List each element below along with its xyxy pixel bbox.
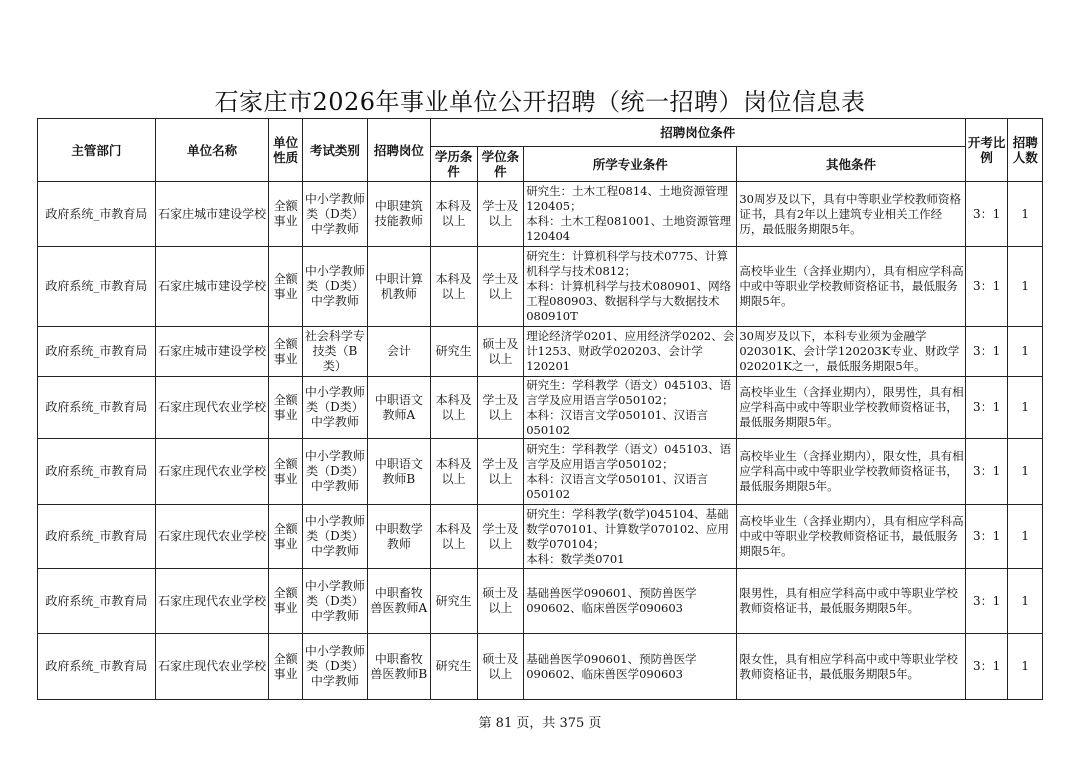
cell-count: 1 bbox=[1008, 634, 1043, 700]
cell-post: 中职语文教师B bbox=[367, 439, 430, 505]
cell-unit: 石家庄现代农业学校 bbox=[155, 377, 269, 439]
cell-count: 1 bbox=[1008, 182, 1043, 247]
cell-count: 1 bbox=[1008, 377, 1043, 439]
cell-major: 基础兽医学090601、预防兽医学090602、临床兽医学090603 bbox=[524, 569, 737, 634]
cell-post: 中职畜牧兽医教师B bbox=[367, 634, 430, 700]
cell-edu: 本科及以上 bbox=[430, 247, 477, 327]
cell-count: 1 bbox=[1008, 327, 1043, 377]
cell-major: 研究生：学科教学(数学)045104、基础数学070101、计算数学070102、应用数学070104； 本科：数学类0701 bbox=[524, 505, 737, 569]
cell-unit: 石家庄城市建设学校 bbox=[155, 247, 269, 327]
header-dept: 主管部门 bbox=[38, 119, 156, 182]
cell-edu: 本科及以上 bbox=[430, 182, 477, 247]
header-edu: 学历条件 bbox=[430, 147, 477, 182]
cell-dept: 政府系统_市教育局 bbox=[38, 569, 156, 634]
table-row bbox=[38, 377, 1043, 439]
cell-other: 30周岁及以下，具有中等职业学校教师资格证书，具有2年以上建筑专业相关工作经历，最低服务期限5年。 bbox=[737, 182, 965, 247]
cell-exam: 中小学教师类（D类）中学教师 bbox=[302, 634, 367, 700]
table-row bbox=[38, 327, 1043, 377]
cell-dept: 政府系统_市教育局 bbox=[38, 505, 156, 569]
cell-other: 高校毕业生（含择业期内），具有相应学科高中或中等职业学校教师资格证书，最低服务期限5年。 bbox=[737, 505, 965, 569]
cell-degree: 硕士及以上 bbox=[477, 634, 524, 700]
document-title: 石家庄市2026年事业单位公开招聘（统一招聘）岗位信息表 bbox=[214, 88, 866, 116]
table-row bbox=[38, 505, 1043, 569]
cell-degree: 学士及以上 bbox=[477, 377, 524, 439]
cell-unit: 石家庄城市建设学校 bbox=[155, 182, 269, 247]
cell-other: 限女性，具有相应学科高中或中等职业学校教师资格证书，最低服务期限5年。 bbox=[737, 634, 965, 700]
cell-count: 1 bbox=[1008, 439, 1043, 505]
cell-major: 研究生：土木工程0814、土地资源管理120405； 本科：土木工程081001、土地资源管理120404 bbox=[524, 182, 737, 247]
cell-ratio: 3：1 bbox=[965, 634, 1008, 700]
cell-exam: 中小学教师类（D类）中学教师 bbox=[302, 569, 367, 634]
cell-dept: 政府系统_市教育局 bbox=[38, 439, 156, 505]
cell-degree: 学士及以上 bbox=[477, 182, 524, 247]
header-ratio: 开考比例 bbox=[965, 119, 1008, 182]
header-row-top bbox=[38, 119, 1043, 147]
cell-other: 30周岁及以下，本科专业须为金融学020301K、会计学120203K专业、财政学020201K之一，最低服务期限5年。 bbox=[737, 327, 965, 377]
header-major: 所学专业条件 bbox=[524, 147, 737, 182]
table-row bbox=[38, 634, 1043, 700]
cell-degree: 学士及以上 bbox=[477, 505, 524, 569]
cell-major: 理论经济学0201、应用经济学0202、会计1253、财政学020203、会计学120201 bbox=[524, 327, 737, 377]
header-post: 招聘岗位 bbox=[367, 119, 430, 182]
cell-edu: 研究生 bbox=[430, 569, 477, 634]
cell-other: 限男性，具有相应学科高中或中等职业学校教师资格证书，最低服务期限5年。 bbox=[737, 569, 965, 634]
cell-major: 基础兽医学090601、预防兽医学090602、临床兽医学090603 bbox=[524, 634, 737, 700]
cell-dept: 政府系统_市教育局 bbox=[38, 634, 156, 700]
cell-edu: 本科及以上 bbox=[430, 439, 477, 505]
cell-exam: 中小学教师类（D类）中学教师 bbox=[302, 247, 367, 327]
cell-major: 研究生：学科教学（语文）045103、语言学及应用语言学050102； 本科：汉语言文学050101、汉语言050102 bbox=[524, 377, 737, 439]
cell-other: 高校毕业生（含择业期内），限女性，具有相应学科高中或中等职业学校教师资格证书，最低服务期限5年。 bbox=[737, 439, 965, 505]
cell-count: 1 bbox=[1008, 247, 1043, 327]
cell-unit: 石家庄现代农业学校 bbox=[155, 634, 269, 700]
cell-edu: 研究生 bbox=[430, 634, 477, 700]
page-footer: 第 81 页，共 375 页 bbox=[478, 716, 602, 731]
cell-ratio: 3：1 bbox=[965, 569, 1008, 634]
cell-count: 1 bbox=[1008, 569, 1043, 634]
table-row bbox=[38, 182, 1043, 247]
cell-exam: 中小学教师类（D类）中学教师 bbox=[302, 182, 367, 247]
cell-other: 高校毕业生（含择业期内），具有相应学科高中或中等职业学校教师资格证书，最低服务期限5年。 bbox=[737, 247, 965, 327]
cell-ratio: 3：1 bbox=[965, 247, 1008, 327]
cell-nature: 全额事业 bbox=[269, 505, 302, 569]
cell-nature: 全额事业 bbox=[269, 327, 302, 377]
cell-post: 中职建筑技能教师 bbox=[367, 182, 430, 247]
cell-major: 研究生：计算机科学与技术0775、计算机科学与技术0812； 本科：计算机科学与技术080901、网络工程080903、数据科学与大数据技术080910T bbox=[524, 247, 737, 327]
cell-nature: 全额事业 bbox=[269, 634, 302, 700]
table-row bbox=[38, 439, 1043, 505]
positions-table bbox=[37, 118, 1043, 700]
cell-exam: 中小学教师类（D类）中学教师 bbox=[302, 505, 367, 569]
cell-major: 研究生：学科教学（语文）045103、语言学及应用语言学050102； 本科：汉语言文学050101、汉语言050102 bbox=[524, 439, 737, 505]
cell-unit: 石家庄现代农业学校 bbox=[155, 505, 269, 569]
cell-ratio: 3：1 bbox=[965, 505, 1008, 569]
table-row bbox=[38, 247, 1043, 327]
cell-ratio: 3：1 bbox=[965, 182, 1008, 247]
cell-unit: 石家庄现代农业学校 bbox=[155, 569, 269, 634]
cell-degree: 硕士及以上 bbox=[477, 569, 524, 634]
cell-ratio: 3：1 bbox=[965, 327, 1008, 377]
cell-count: 1 bbox=[1008, 505, 1043, 569]
header-degree: 学位条件 bbox=[477, 147, 524, 182]
cell-ratio: 3：1 bbox=[965, 377, 1008, 439]
cell-nature: 全额事业 bbox=[269, 247, 302, 327]
cell-post: 中职数学教师 bbox=[367, 505, 430, 569]
header-nature: 单位性质 bbox=[269, 119, 302, 182]
header-count: 招聘人数 bbox=[1008, 119, 1043, 182]
cell-nature: 全额事业 bbox=[269, 439, 302, 505]
cell-degree: 学士及以上 bbox=[477, 247, 524, 327]
header-other: 其他条件 bbox=[737, 147, 965, 182]
header-unit: 单位名称 bbox=[155, 119, 269, 182]
cell-unit: 石家庄城市建设学校 bbox=[155, 327, 269, 377]
cell-degree: 硕士及以上 bbox=[477, 327, 524, 377]
cell-dept: 政府系统_市教育局 bbox=[38, 247, 156, 327]
cell-edu: 本科及以上 bbox=[430, 505, 477, 569]
cell-nature: 全额事业 bbox=[269, 182, 302, 247]
cell-other: 高校毕业生（含择业期内），限男性，具有相应学科高中或中等职业学校教师资格证书，最低服务期限5年。 bbox=[737, 377, 965, 439]
cell-post: 中职计算机教师 bbox=[367, 247, 430, 327]
cell-nature: 全额事业 bbox=[269, 377, 302, 439]
cell-edu: 本科及以上 bbox=[430, 377, 477, 439]
cell-dept: 政府系统_市教育局 bbox=[38, 377, 156, 439]
cell-dept: 政府系统_市教育局 bbox=[38, 327, 156, 377]
cell-nature: 全额事业 bbox=[269, 569, 302, 634]
cell-ratio: 3：1 bbox=[965, 439, 1008, 505]
cell-edu: 研究生 bbox=[430, 327, 477, 377]
cell-post: 会计 bbox=[367, 327, 430, 377]
cell-exam: 中小学教师类（D类）中学教师 bbox=[302, 377, 367, 439]
cell-post: 中职畜牧兽医教师A bbox=[367, 569, 430, 634]
cell-exam: 中小学教师类（D类）中学教师 bbox=[302, 439, 367, 505]
cell-degree: 学士及以上 bbox=[477, 439, 524, 505]
cell-exam: 社会科学专技类（B类） bbox=[302, 327, 367, 377]
table-row bbox=[38, 569, 1043, 634]
header-exam: 考试类别 bbox=[302, 119, 367, 182]
cell-post: 中职语文教师A bbox=[367, 377, 430, 439]
cell-dept: 政府系统_市教育局 bbox=[38, 182, 156, 247]
cell-unit: 石家庄现代农业学校 bbox=[155, 439, 269, 505]
header-conditions: 招聘岗位条件 bbox=[430, 119, 965, 147]
